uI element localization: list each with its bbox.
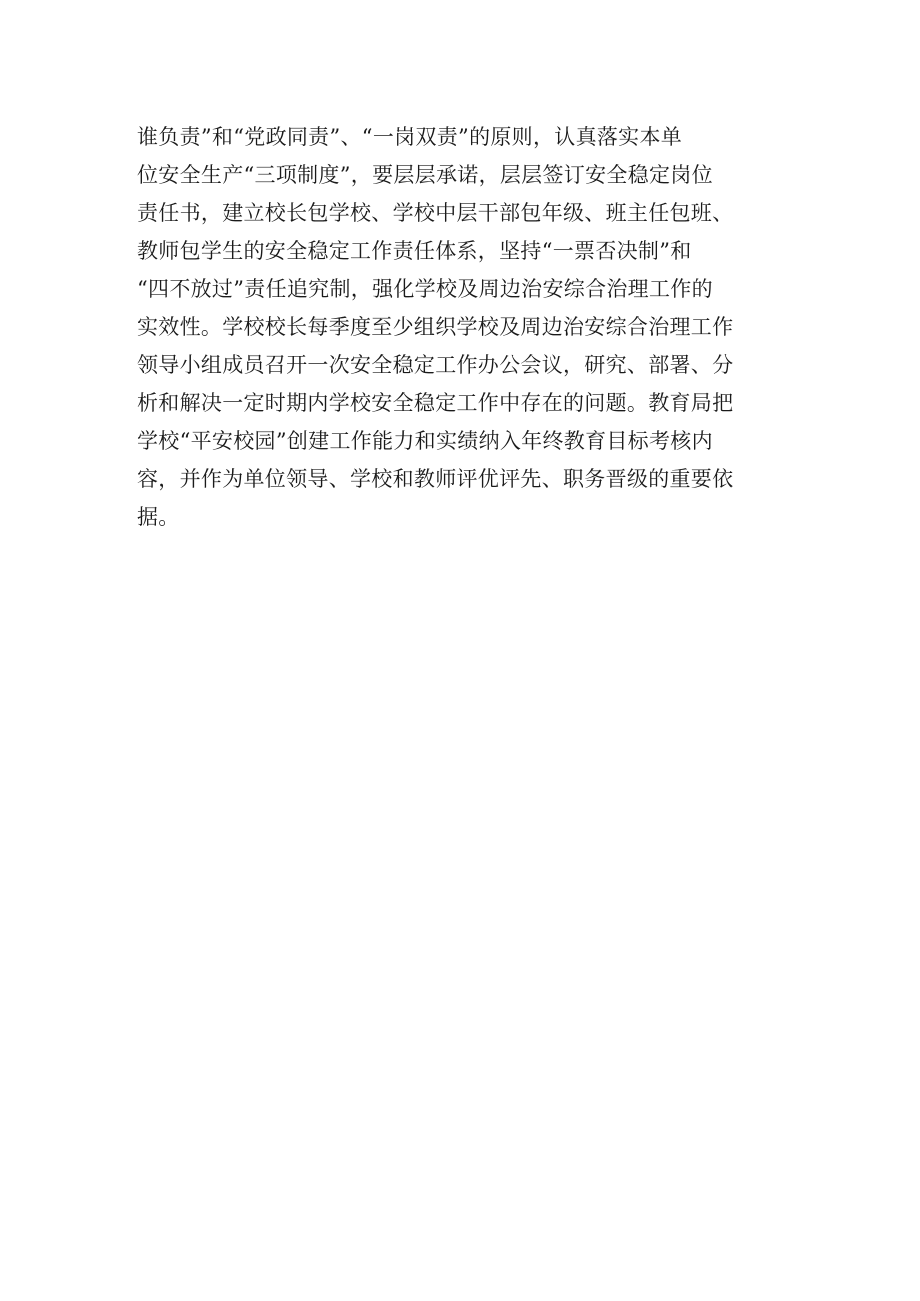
text-line: 教师包学生的安全稳定工作责任体系，坚持“一票否决制”和 [137, 239, 692, 263]
text-line: “四不放过”责任追究制，强化学校及周边治安综合治理工作的 [137, 277, 713, 301]
text-line: 位安全生产“三项制度”，要层层承诺，层层签订安全稳定岗位 [137, 163, 713, 187]
text-line: 领导小组成员召开一次安全稳定工作办公会议，研究、部署、分 [137, 353, 734, 377]
text-line: 谁负责”和“党政同责”、“一岗双责”的原则，认真落实本单 [137, 125, 683, 149]
text-line: 容，并作为单位领导、学校和教师评优评先、职务晋级的重要依 [137, 467, 734, 491]
text-line: 析和解决一定时期内学校安全稳定工作中存在的问题。教育局把 [137, 391, 734, 415]
text-line: 责任书，建立校长包学校、学校中层干部包年级、班主任包班、 [137, 201, 734, 225]
text-line: 据。 [137, 505, 180, 529]
text-line: 学校“平安校园”创建工作能力和实绩纳入年终教育目标考核内 [137, 429, 713, 453]
body-paragraph [137, 118, 797, 536]
text-line: 实效性。学校校长每季度至少组织学校及周边治安综合治理工作 [137, 315, 734, 339]
